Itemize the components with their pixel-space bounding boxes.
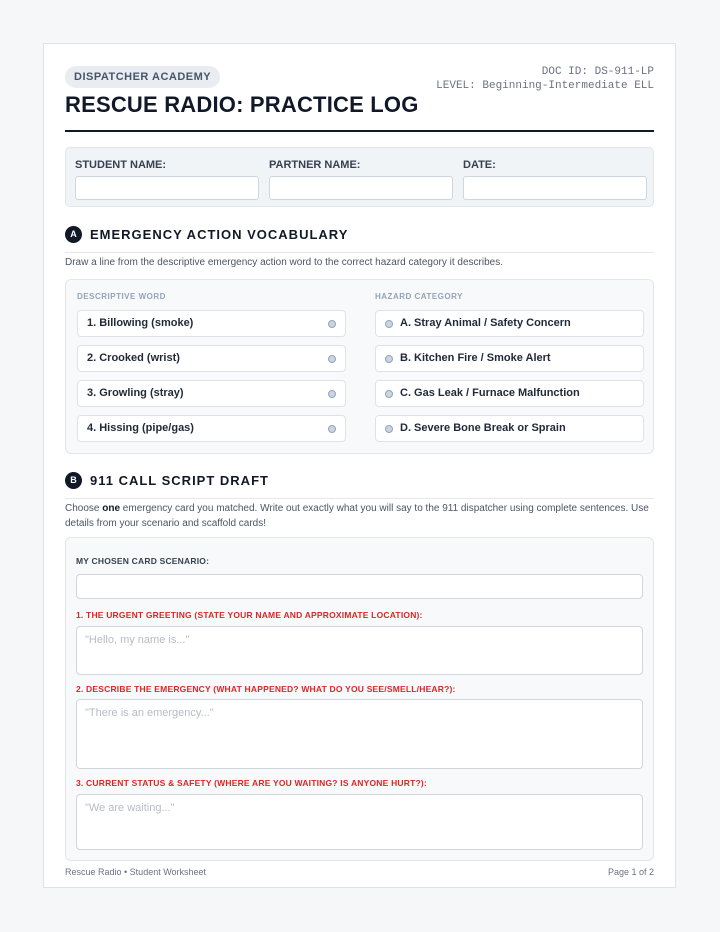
hazard-category-label: C. Gas Leak / Furnace Malfunction bbox=[400, 387, 580, 399]
student-name-label: STUDENT NAME: bbox=[75, 159, 167, 171]
connector-dot[interactable] bbox=[385, 320, 393, 328]
page-title: RESCUE RADIO: PRACTICE LOG bbox=[65, 92, 419, 117]
descriptive-word-heading: DESCRIPTIVE WORD bbox=[77, 292, 166, 301]
section-a-title: EMERGENCY ACTION VOCABULARY bbox=[90, 227, 349, 242]
match-word-3[interactable] bbox=[77, 380, 346, 407]
chosen-card-label: MY CHOSEN CARD SCENARIO: bbox=[76, 556, 210, 566]
connector-dot[interactable] bbox=[385, 355, 393, 363]
connector-dot[interactable] bbox=[328, 320, 336, 328]
date-field bbox=[463, 156, 647, 200]
match-word-label: 4. Hissing (pipe/gas) bbox=[87, 422, 194, 434]
hazard-category-label: D. Severe Bone Break or Sprain bbox=[400, 422, 566, 434]
page-footer bbox=[65, 867, 654, 877]
section-b-instructions bbox=[65, 501, 654, 531]
describe-answer-box[interactable] bbox=[76, 699, 643, 769]
hazard-category-b[interactable] bbox=[375, 345, 644, 372]
status-answer-box[interactable] bbox=[76, 794, 643, 850]
hazard-category-d[interactable] bbox=[375, 415, 644, 442]
worksheet-page bbox=[43, 43, 676, 888]
student-name-field bbox=[75, 156, 259, 200]
status-placeholder: "We are waiting..." bbox=[85, 802, 175, 814]
doc-id: DOC ID: DS-911-LP bbox=[541, 66, 654, 78]
connector-dot[interactable] bbox=[328, 355, 336, 363]
match-word-label: 2. Crooked (wrist) bbox=[87, 352, 180, 364]
section-a-header bbox=[65, 226, 654, 253]
instructions-emphasis: one bbox=[102, 503, 121, 514]
title-divider bbox=[65, 130, 654, 132]
hazard-category-label: A. Stray Animal / Safety Concern bbox=[400, 317, 571, 329]
footer-title: Rescue Radio • Student Worksheet bbox=[65, 867, 207, 877]
describe-placeholder: "There is an emergency..." bbox=[85, 707, 214, 719]
section-b-number: B bbox=[65, 472, 82, 489]
hazard-category-a[interactable] bbox=[375, 310, 644, 337]
match-word-4[interactable] bbox=[77, 415, 346, 442]
student-info-panel bbox=[65, 147, 654, 207]
instructions-text: Choose bbox=[65, 503, 103, 514]
script-draft-panel bbox=[65, 537, 654, 861]
match-word-label: 1. Billowing (smoke) bbox=[87, 317, 194, 329]
greeting-answer-box[interactable] bbox=[76, 626, 643, 675]
connector-dot[interactable] bbox=[328, 425, 336, 433]
hazard-category-heading: HAZARD CATEGORY bbox=[375, 292, 463, 301]
partner-name-field bbox=[269, 156, 453, 200]
match-word-2[interactable] bbox=[77, 345, 346, 372]
connector-dot[interactable] bbox=[385, 425, 393, 433]
instructions-text: emergency card you matched. Write out exactly what you will say to the 911 dispatcher using complete sentences. Use details from your scenario and scaffold cards! bbox=[65, 503, 649, 529]
page-number: Page 1 of 2 bbox=[607, 867, 654, 877]
section-a-number: A bbox=[65, 226, 82, 243]
date-input[interactable] bbox=[463, 176, 647, 200]
section-b-header bbox=[65, 472, 654, 499]
matching-panel bbox=[65, 279, 654, 454]
doc-level: LEVEL: Beginning-Intermediate ELL bbox=[436, 80, 654, 92]
date-label: DATE: bbox=[463, 159, 496, 171]
match-word-1[interactable] bbox=[77, 310, 346, 337]
match-word-label: 3. Growling (stray) bbox=[87, 387, 184, 399]
greeting-question-label: 1. THE URGENT GREETING (STATE YOUR NAME AND APPROXIMATE LOCATION): bbox=[76, 610, 423, 620]
student-name-input[interactable] bbox=[75, 176, 259, 200]
partner-name-input[interactable] bbox=[269, 176, 453, 200]
connector-dot[interactable] bbox=[385, 390, 393, 398]
describe-question-label: 2. DESCRIBE THE EMERGENCY (WHAT HAPPENED? WHAT DO YOU SEE/SMELL/HEAR?): bbox=[76, 684, 456, 694]
chosen-card-input[interactable] bbox=[76, 574, 643, 599]
doc-meta bbox=[436, 65, 654, 93]
connector-dot[interactable] bbox=[328, 390, 336, 398]
section-b-title: 911 CALL SCRIPT DRAFT bbox=[90, 473, 269, 488]
partner-name-label: PARTNER NAME: bbox=[269, 159, 361, 171]
hazard-category-label: B. Kitchen Fire / Smoke Alert bbox=[400, 352, 551, 364]
section-a-instructions: Draw a line from the descriptive emergency action word to the correct hazard category it describes. bbox=[65, 257, 503, 268]
academy-badge: DISPATCHER ACADEMY bbox=[65, 66, 220, 88]
hazard-category-c[interactable] bbox=[375, 380, 644, 407]
greeting-placeholder: "Hello, my name is..." bbox=[85, 634, 190, 646]
status-question-label: 3. CURRENT STATUS & SAFETY (WHERE ARE YOU WAITING? IS ANYONE HURT?): bbox=[76, 778, 427, 788]
